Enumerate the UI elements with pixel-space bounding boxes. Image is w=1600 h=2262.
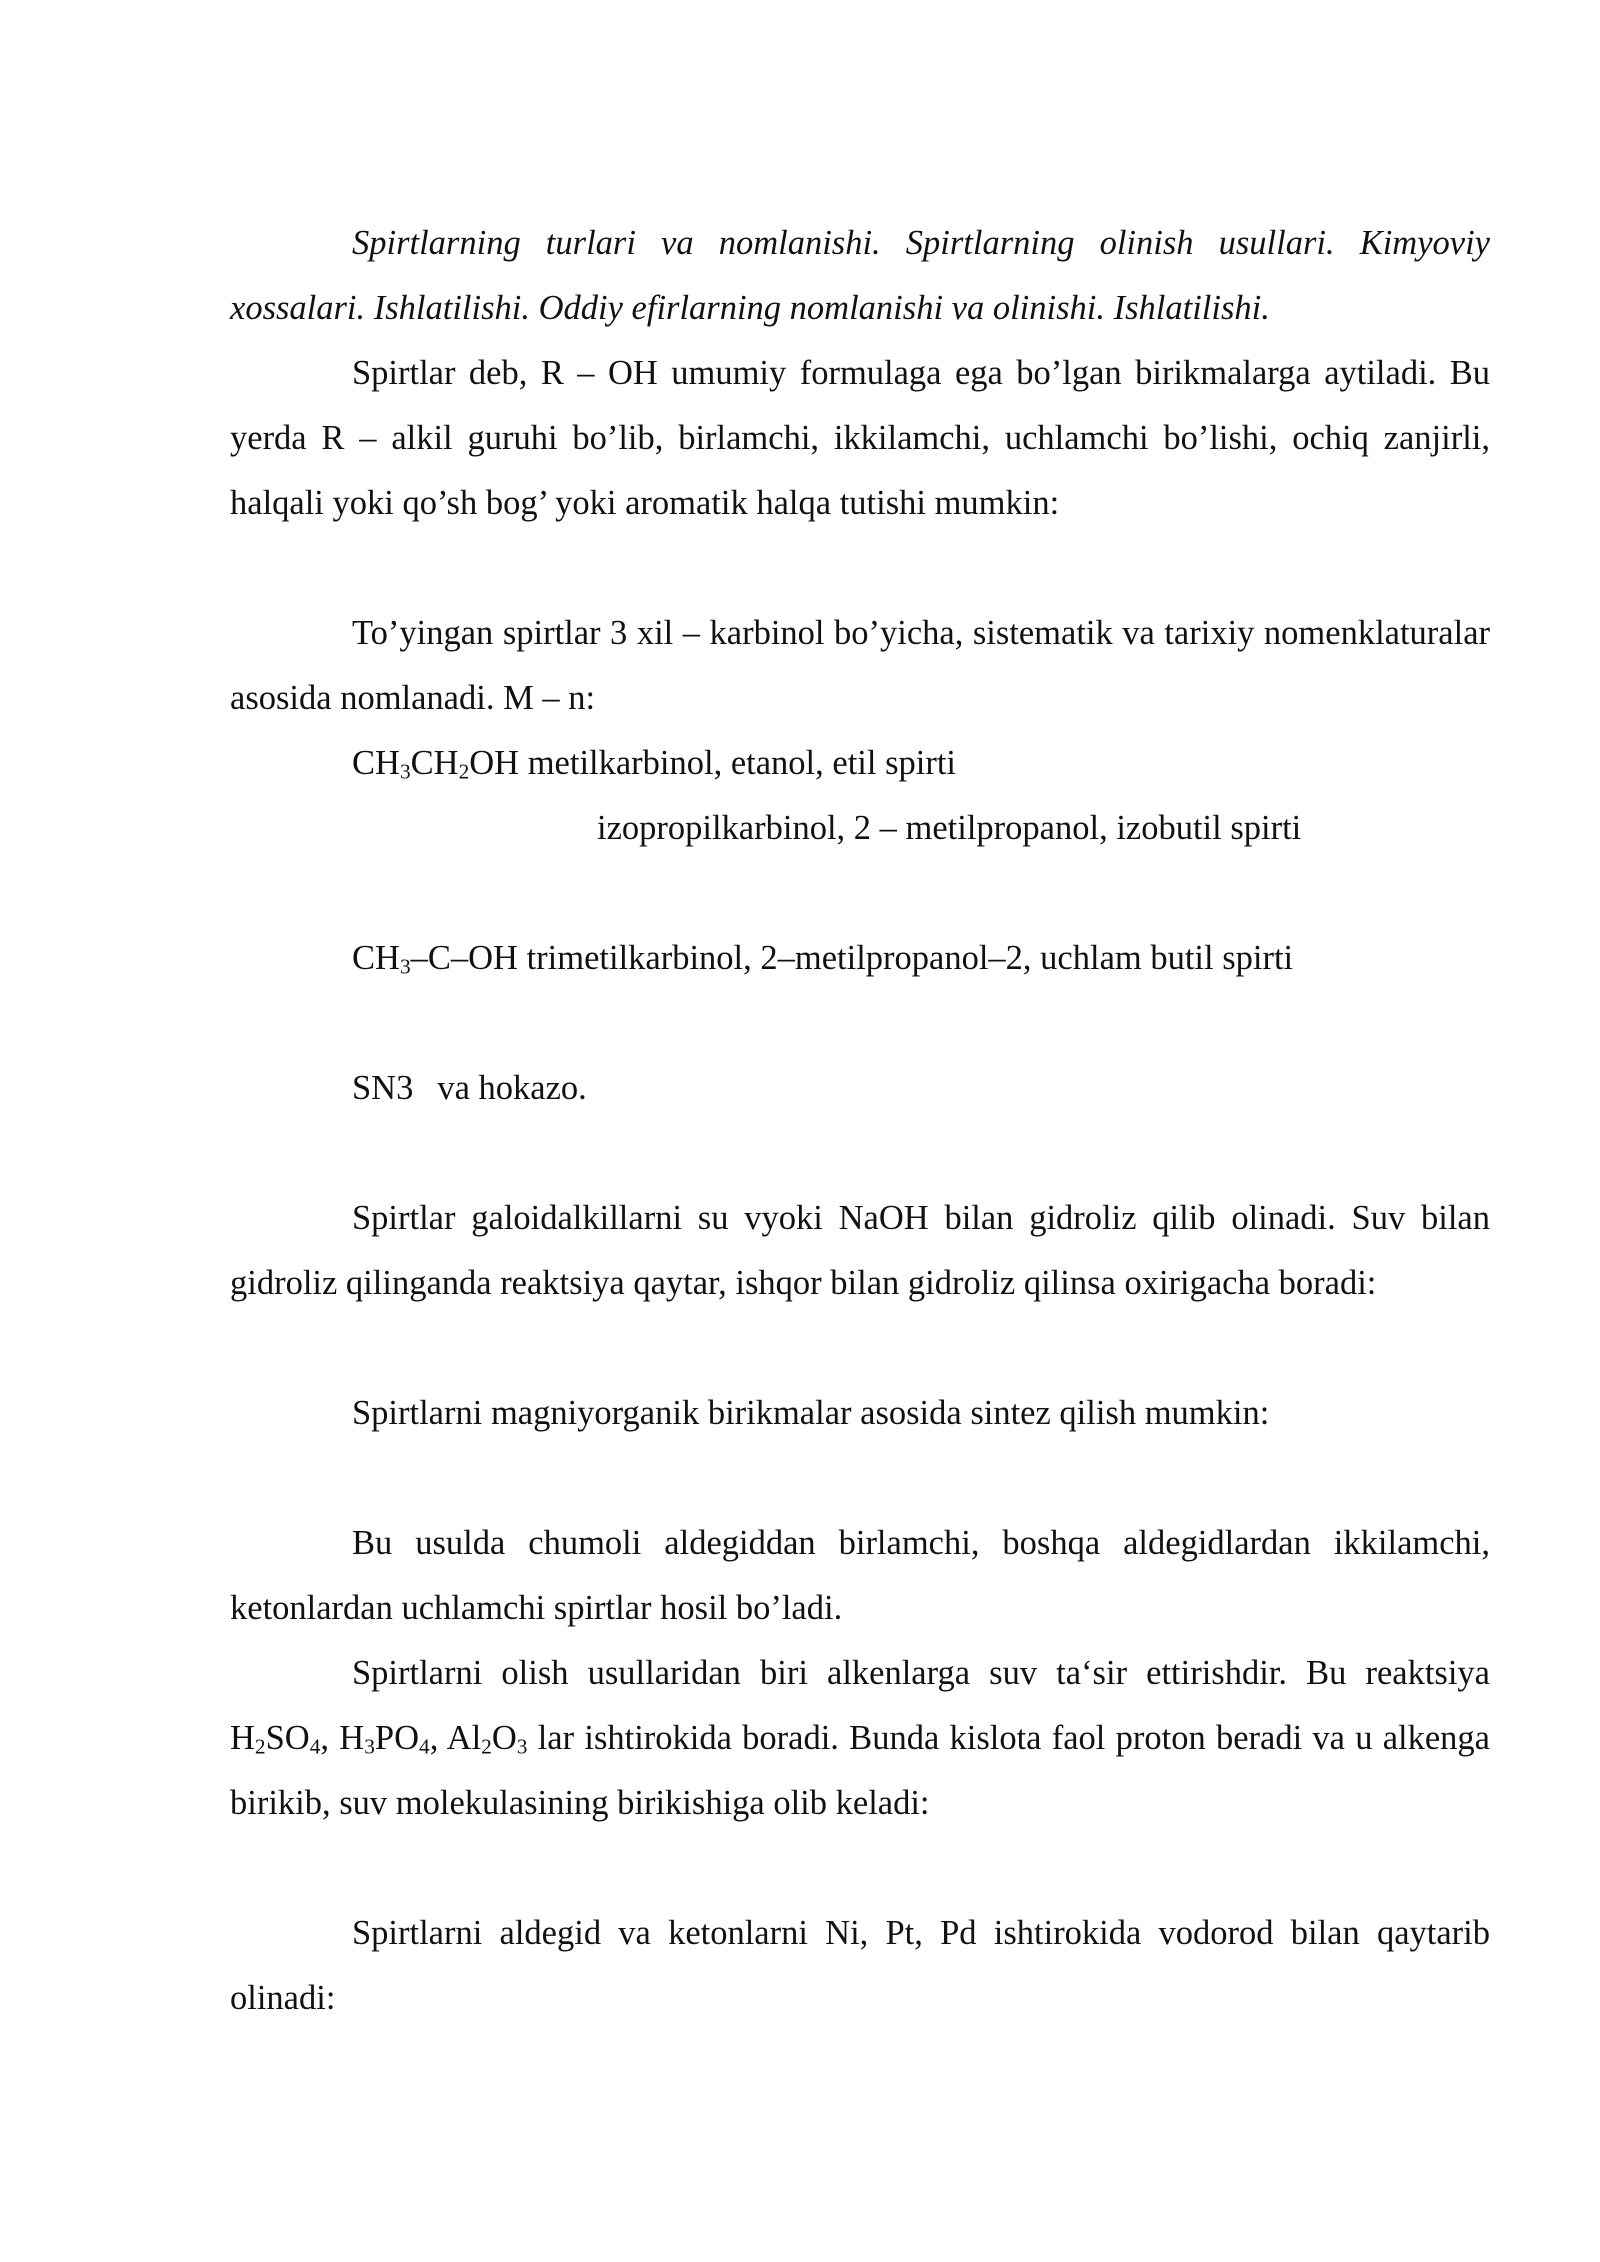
example-names: metilkarbinol, etanol, etil spirti (519, 744, 957, 782)
hydration-text: SO (265, 1719, 310, 1757)
formula-gap (230, 1836, 1490, 1901)
hydration-text: , Al (429, 1719, 482, 1757)
hydrolysis-text: Spirtlar galoidalkillarni su vyoki NaOH bilan gidroliz qilib olinadi. Suv bilan gidroliz qilinganda reaktsiya qaytar, ishqor bilan gidroliz qilinsa oxirigacha boradi: (230, 1199, 1490, 1302)
hydration-text: O (491, 1719, 517, 1757)
document-body (230, 211, 1490, 2031)
example-tert-butanol (230, 926, 1490, 991)
formula-part: CH (410, 744, 459, 782)
example-names: trimetilkarbinol, 2–metilpropanol–2, uchlam butil spirti (517, 939, 1294, 977)
formula-gap (230, 536, 1490, 601)
formula-subscript: 2 (254, 1734, 266, 1759)
aldehydes-text: Bu usulda chumoli aldegiddan birlamchi, boshqa aldegidlardan ikkilamchi, ketonlardan uchlamchi spirtlar hosil bo’ladi. (230, 1524, 1490, 1627)
grignard-text: Spirtlarni magniyorganik birikmalar asosida sintez qilish mumkin: (352, 1394, 1270, 1432)
formula-subscript: 2 (458, 759, 470, 784)
definition-text: Spirtlar deb, R – OH umumiy formulaga ega bo’lgan birikmalarga aytiladi. Bu yerda R – alkil guruhi bo’lib, birlamchi, ikkilamchi, uchlamchi bo’lishi, ochiq zanjirli, halqali yoki qo’sh bog’ yoki aromatik halqa tutishi mumkin: (230, 354, 1490, 522)
hydration-text: Spirtlarni olish usullaridan biri alkenlarga suv ta‘sir ettirishdir. Bu reaktsiya H (230, 1654, 1490, 1757)
formula-gap (230, 1446, 1490, 1511)
hydration-paragraph (230, 1641, 1490, 1836)
nomenclature-text: To’yingan spirtlar 3 xil – karbinol bo’yicha, sistematik va tarixiy nomenklaturalar asosida nomlanadi. M – n: (230, 614, 1490, 717)
formula-gap (230, 861, 1490, 926)
formula-subscript: 4 (419, 1734, 430, 1759)
formula-part: CH (352, 744, 400, 782)
example-etc (230, 1056, 1490, 1121)
formula-subscript: 3 (364, 1734, 375, 1759)
formula-subscript: 2 (481, 1734, 492, 1759)
example-ethanol (230, 731, 1490, 796)
formula-subscript: 4 (309, 1734, 321, 1759)
formula-subscript: 3 (399, 759, 411, 784)
formula-gap (230, 1316, 1490, 1381)
formula-gap (230, 991, 1490, 1056)
formula-part: –C–OH (410, 939, 518, 977)
example-tail: va hokazo. (437, 1069, 587, 1107)
nomenclature-paragraph (230, 601, 1490, 731)
formula-subscript: 3 (399, 954, 411, 979)
formula-part: CH (352, 939, 400, 977)
intro-text: Spirtlarning turlari va nomlanishi. Spirtlarning olinish usullari. Kimyoviy xossalari. Ishlatilishi. Oddiy efirlarning nomlanishi va olinishi. Ishlatilishi. (230, 224, 1490, 327)
hydration-text: , H (320, 1719, 365, 1757)
aldehydes-paragraph (230, 1511, 1490, 1641)
reduction-text: Spirtlarni aldegid va ketonlarni Ni, Pt, Pd ishtirokida vodorod bilan qaytarib olinadi: (230, 1914, 1490, 2017)
hydrolysis-paragraph (230, 1186, 1490, 1316)
formula-part: OH (469, 744, 520, 782)
grignard-paragraph (230, 1381, 1490, 1446)
example-names: izopropilkarbinol, 2 – metilpropanol, izobutil spirti (597, 809, 1302, 847)
example-isobutanol (230, 796, 1490, 861)
hydration-text: lar ishtirokida boradi. Bunda kislota faol proton beradi va u alkenga birikib, suv molekulasining birikishiga olib keladi: (230, 1719, 1490, 1822)
reduction-paragraph (230, 1901, 1490, 2031)
formula-gap (230, 1121, 1490, 1186)
formula-subscript: 3 (516, 1734, 528, 1759)
intro-paragraph (230, 211, 1490, 341)
hydration-text: PO (374, 1719, 419, 1757)
formula-part: SN3 (352, 1069, 414, 1107)
definition-paragraph (230, 341, 1490, 536)
